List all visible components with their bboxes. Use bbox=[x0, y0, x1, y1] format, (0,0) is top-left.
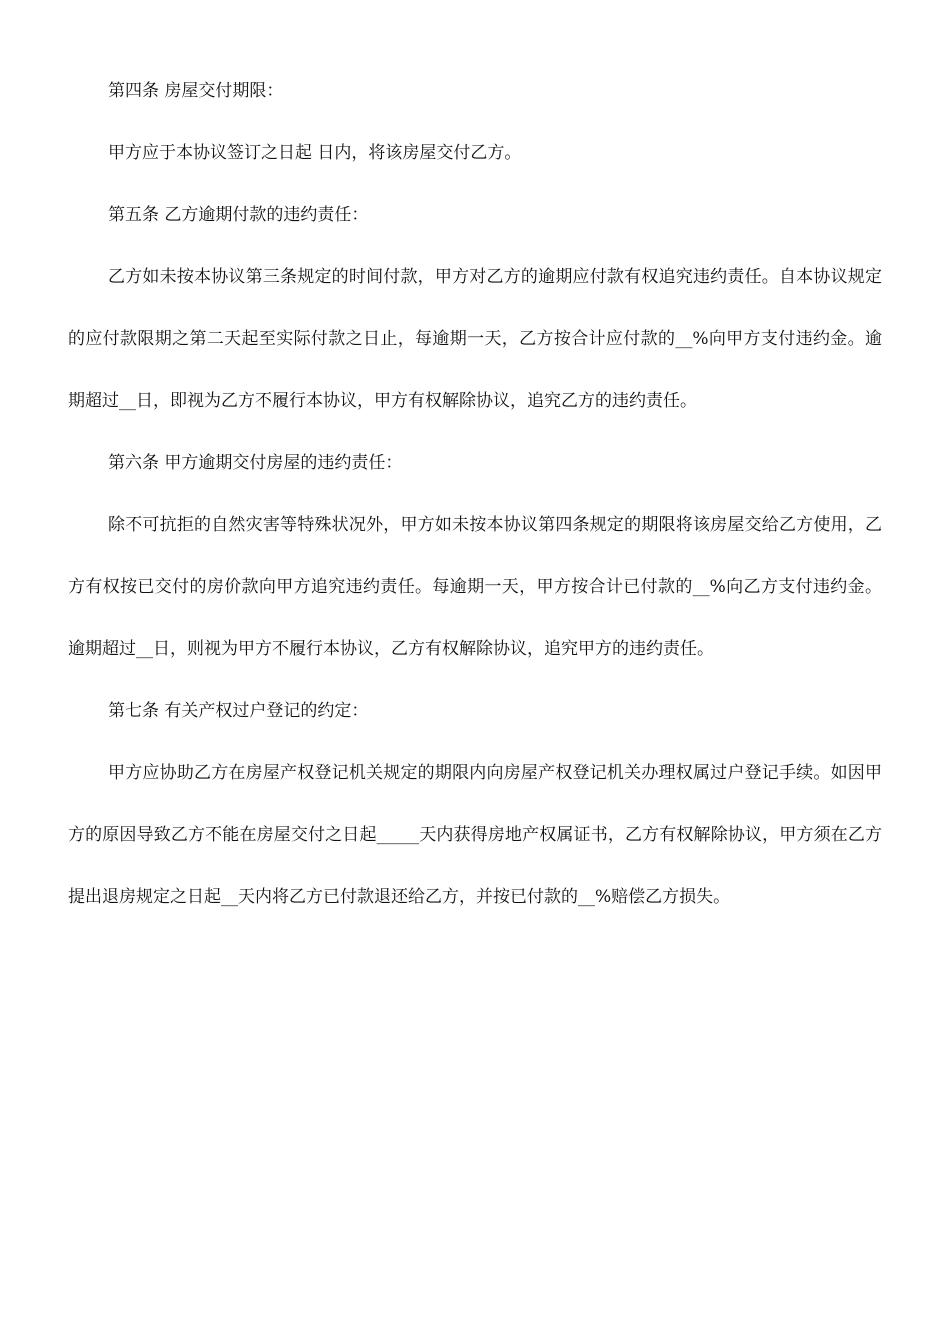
article-7-body: 甲方应协助乙方在房屋产权登记机关规定的期限内向房屋产权登记机关办理权属过户登记手续。如因甲方的原因导致乙方不能在房屋交付之日起_____天内获得房地产权属证书，乙方有权解除协议，甲方须在乙方提出退房规定之日起__天内将乙方已付款退还给乙方，并按已付款的__%赔偿乙方损失。 bbox=[68, 763, 882, 907]
article-6-heading: 第六条 甲方逾期交付房屋的违约责任： bbox=[108, 453, 403, 473]
article-4-body: 甲方应于本协议签订之日起 日内，将该房屋交付乙方。 bbox=[108, 143, 522, 163]
article-4-heading: 第四条 房屋交付期限： bbox=[108, 81, 284, 101]
article-7-heading: 第七条 有关产权过户登记的约定： bbox=[108, 701, 369, 721]
article-5-body: 乙方如未按本协议第三条规定的时间付款，甲方对乙方的逾期应付款有权追究违约责任。自本协议规定的应付款限期之第二天起至实际付款之日止，每逾期一天，乙方按合计应付款的__%向甲方支付违约金。逾期超过__日，即视为乙方不履行本协议，甲方有权解除协议，追究乙方的违约责任。 bbox=[68, 267, 882, 411]
article-5-heading: 第五条 乙方逾期付款的违约责任： bbox=[108, 205, 369, 225]
article-6-body: 除不可抗拒的自然灾害等特殊状况外，甲方如未按本协议第四条规定的期限将该房屋交给乙方使用，乙方有权按已交付的房价款向甲方追究违约责任。每逾期一天，甲方按合计已付款的__%向乙方支付违约金。逾期超过__日，则视为甲方不履行本协议，乙方有权解除协议，追究甲方的违约责任。 bbox=[68, 515, 882, 659]
document-page bbox=[68, 60, 882, 928]
